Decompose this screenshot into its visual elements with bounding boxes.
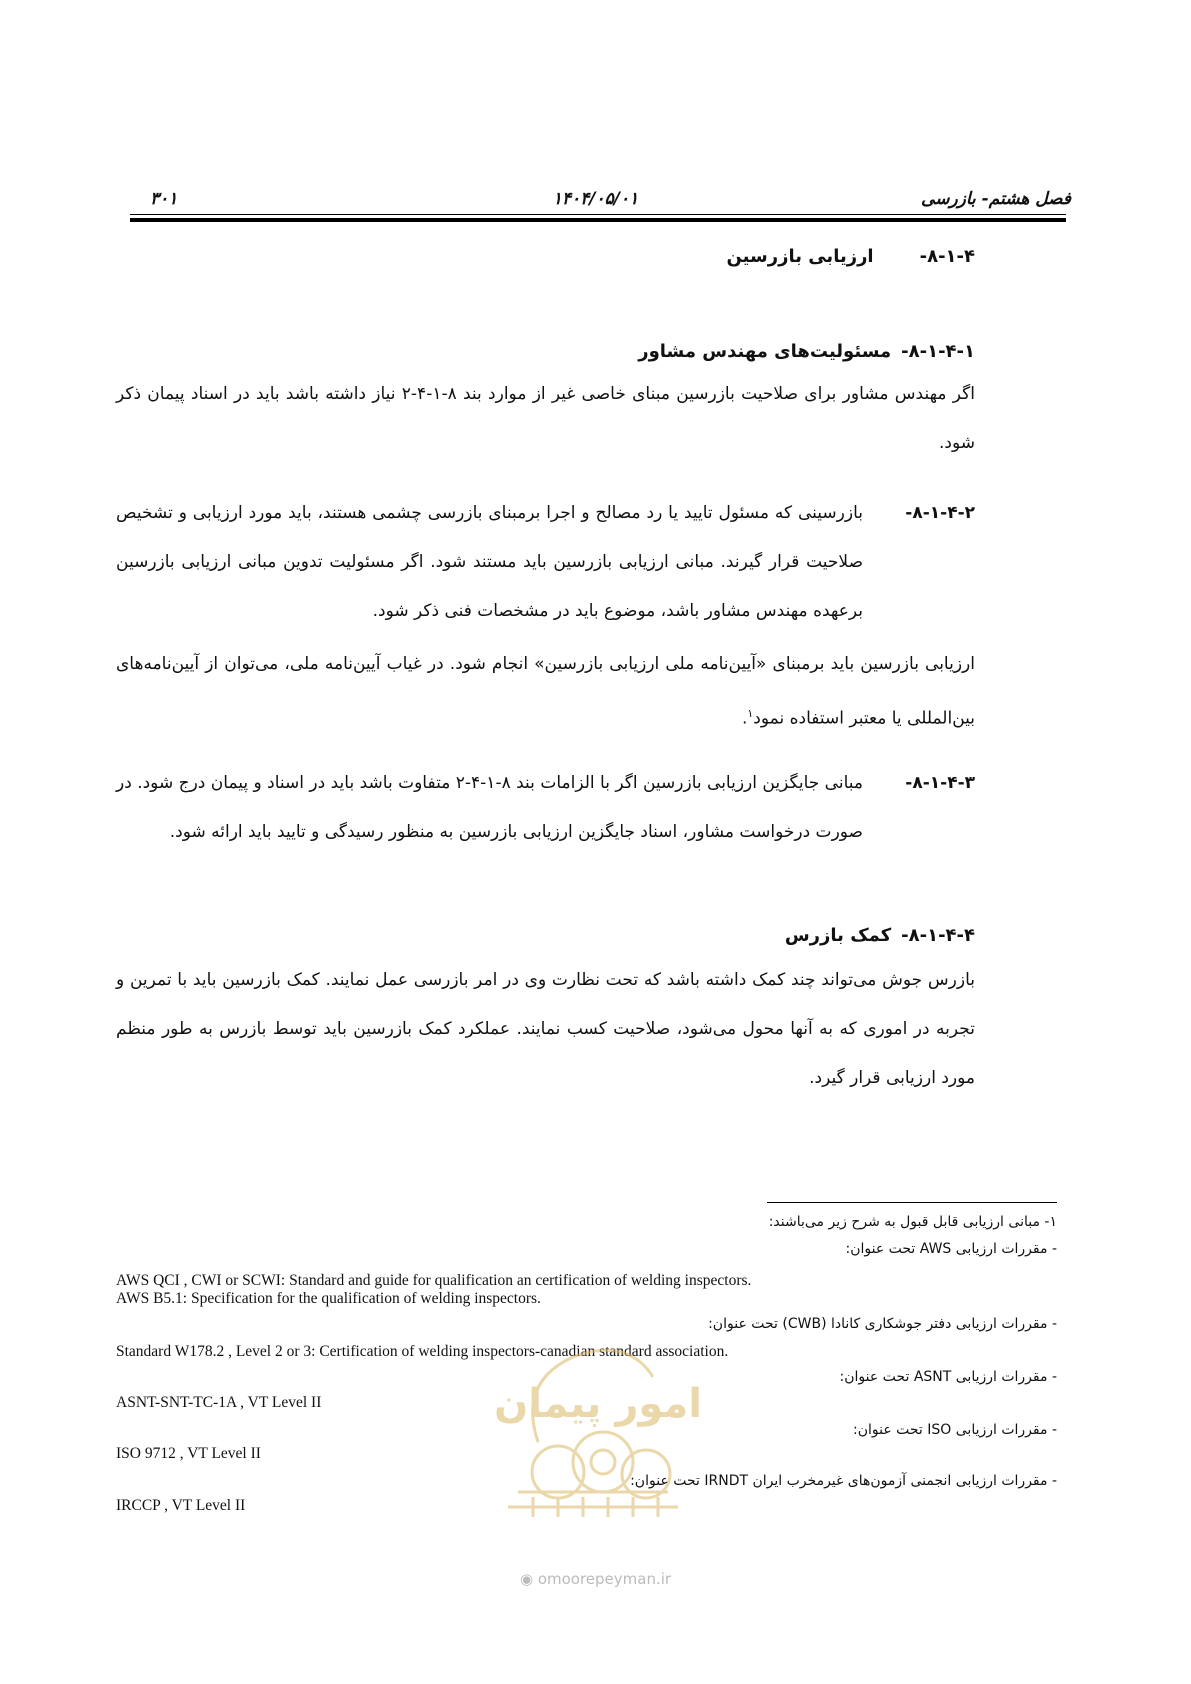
- item-2-number: ۸-۱-۴-۲-: [905, 503, 975, 523]
- national-code-paragraph: [116, 640, 975, 744]
- page-number: ۳۰۱: [150, 189, 178, 209]
- section-heading: [726, 243, 975, 271]
- subsection-4-heading: [785, 922, 975, 950]
- subsection-1-number: ۸-۱-۴-۱-: [901, 341, 975, 362]
- footnote-aws-title: - مقررات ارزیابی AWS تحت عنوان:: [845, 1241, 1057, 1257]
- footnote-iso-title: - مقررات ارزیابی ISO تحت عنوان:: [852, 1422, 1057, 1438]
- footnote-ref: ۱: [747, 707, 754, 720]
- footnote-cwb-title: - مقررات ارزیابی دفتر جوشکاری کانادا (CWB) تحت عنوان:: [708, 1316, 1057, 1332]
- item-3-number: ۸-۱-۴-۳-: [905, 773, 975, 793]
- subsection-1-title: مسئولیت‌های مهندس مشاور: [638, 341, 892, 362]
- watermark-logo: [478, 1322, 708, 1522]
- subsection-4-number: ۸-۱-۴-۴-: [901, 925, 975, 946]
- footnote-iso-line: ISO 9712 , VT Level II: [116, 1445, 261, 1462]
- chapter-title: فصل هشتم- بازرسی: [921, 189, 1071, 209]
- footnote-irndt-title: - مقررات ارزیابی انجمنی آزمون‌های غیرمخرب ایران IRNDT تحت عنوان:: [630, 1473, 1057, 1489]
- subsection-1-paragraph: اگر مهندس مشاور برای صلاحیت بازرسین مبنای خاصی غیر از موارد بند ۸-۱-۴-۲ نیاز داشته باشد باید در اسناد پیمان ذکر شود.: [116, 384, 975, 453]
- footnote-asnt-line: ASNT-SNT-TC-1A , VT Level II: [116, 1394, 322, 1411]
- subsection-1-heading: [638, 338, 975, 366]
- item-3: [116, 759, 975, 857]
- section-title: ارزیابی بازرسین: [726, 246, 874, 267]
- globe-icon: ◉: [519, 1570, 534, 1588]
- national-code-text: ارزیابی بازرسین باید برمبنای «آیین‌نامه ملی ارزیابی بازرسین» انجام شود. در غیاب آیین‌نامه ملی، می‌توان از آیین‌نامه‌های بین‌المللی یا معتبر استفاده نمود: [116, 654, 975, 729]
- footnote-aws-line-2: AWS B5.1: Specification for the qualification of welding inspectors.: [116, 1290, 541, 1307]
- document-date: ۱۴۰۴/۰۵/۰۱: [552, 189, 639, 209]
- footnote-aws-line-1: AWS QCI , CWI or SCWI: Standard and guide for qualification an certification of welding inspectors.: [116, 1272, 752, 1289]
- header-rule-thick: [130, 218, 1066, 222]
- national-code-end: .: [741, 708, 748, 729]
- section-number: ۸-۱-۴-: [919, 246, 975, 267]
- watermark-logo-text: امور پیمان: [494, 1381, 702, 1427]
- footnote-rule: [767, 1202, 1057, 1203]
- footnote-1: ۱- مبانی ارزیابی قابل قبول به شرح زیر می‌باشند:: [768, 1214, 1057, 1230]
- subsection-4-title: کمک بازرس: [784, 925, 892, 946]
- footnote-cwb-line: Standard W178.2 , Level 2 or 3: Certification of welding inspectors-canadian standard association.: [116, 1343, 729, 1360]
- footnote-irndt-line: IRCCP , VT Level II: [116, 1497, 246, 1514]
- watermark-url: [0, 1570, 1191, 1588]
- item-2-text: بازرسینی که مسئول تایید یا رد مصالح و اجرا برمبنای بازرسی چشمی هستند، باید مورد ارزیابی و تشخیص صلاحیت قرار گیرند. مبانی ارزیابی بازرسین باید مستند شود. اگر مسئولیت تدوین مبانی ارزیابی بازرسین برعهده مهندس مشاور باشد، موضوع باید در مشخصات فنی ذکر شود.: [116, 503, 863, 621]
- watermark-url-text: omoorepeyman.ir: [537, 1570, 672, 1588]
- item-3-text: مبانی جایگزین ارزیابی بازرسین اگر با الزامات بند ۸-۱-۴-۲ متفاوت باشد باید در اسناد و پیمان درج شود. در صورت درخواست مشاور، اسناد جایگزین ارزیابی بازرسین به منظور رسیدگی و تایید باید ارائه شود.: [116, 773, 863, 842]
- subsection-4-paragraph: بازرس جوش می‌تواند چند کمک داشته باشد که تحت نظارت وی در امر بازرسی عمل نمایند. کمک بازرسین باید با تمرین و تجربه در اموری که به آنها محول می‌شود، صلاحیت کسب نمایند. عملکرد کمک بازرسین باید توسط بازرس به طور منظم مورد ارزیابی قرار گیرد.: [116, 970, 975, 1088]
- item-2: [116, 489, 975, 636]
- header-rule-thin: [130, 214, 1066, 215]
- footnote-asnt-title: - مقررات ارزیابی ASNT تحت عنوان:: [839, 1369, 1057, 1385]
